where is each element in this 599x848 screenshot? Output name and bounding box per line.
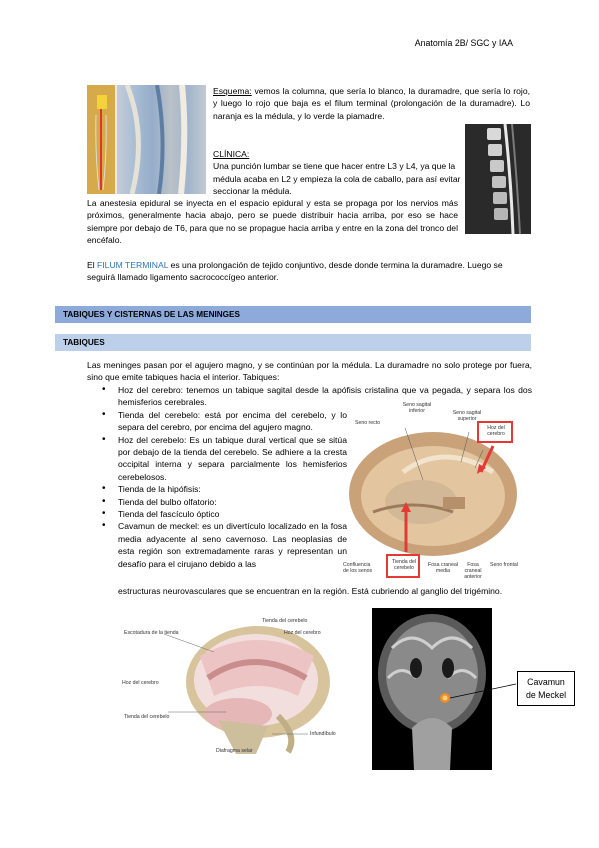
section-heading-bar: TABIQUES Y CISTERNAS DE LAS MENINGES xyxy=(55,306,531,323)
anestesia-paragraph: La anestesia epidural se inyecta en el espacio epidural y esta se propaga por los nervios más próximos, generalmente hacia abajo, pero se puede distribuir hacia arriba, por eso se hace siempre por debajo de T6, para que no se propague hacia arriba y entre en la zona del tronco del encéfalo. xyxy=(87,198,458,246)
dura-3d-illustration xyxy=(118,616,340,756)
label-hoz-left: Hoz del cerebro xyxy=(122,680,159,686)
esquema-paragraph xyxy=(213,85,530,122)
list-item xyxy=(100,409,347,434)
cavamun-callout xyxy=(517,671,575,706)
label-tienda: Tienda del cerebelo xyxy=(391,559,417,571)
bullet-tienda-fasciculo: Tienda del fascículo óptico xyxy=(118,509,220,520)
label-seno-sagital-superior: Seno sagital superior xyxy=(452,410,482,422)
label-seno-frontal: Seno frontal xyxy=(490,562,518,568)
bullet-hoz-cerebro: Hoz del cerebro: tenemos un tabique sagital desde la apófisis cristalina que va pegada, y separa los dos hemisferios cerebrales. xyxy=(118,385,532,408)
label-hoz-top: Hoz del cerebro xyxy=(284,630,321,636)
list-item xyxy=(100,508,347,520)
page-header: Anatomía 2B/ SGC y IAA xyxy=(414,38,513,48)
callout-line-1: Cavamun xyxy=(527,677,565,687)
label-fosa-anterior: Fosa craneal anterior xyxy=(464,562,482,580)
callout-line-2: de Meckel xyxy=(525,690,567,700)
esquema-label: Esquema: xyxy=(213,86,252,96)
filum-text: es una prolongación de tejido conjuntivo, desde donde termina la duramadre. Luego se seguirá llamado ligamento sacrococcígeo anterior. xyxy=(87,260,503,283)
spine-schematic-image xyxy=(87,85,206,194)
bullet-tienda-hipofisis: Tienda de la hipófisis: xyxy=(118,484,201,495)
label-tienda-top: Tienda del cerebelo xyxy=(262,618,308,624)
filum-prefix: El xyxy=(87,260,98,270)
subsection-heading-bar: TABIQUES xyxy=(55,334,531,351)
tabiques-intro: Las meninges pasan por el agujero magno, y se continúan por la médula. La duramadre no solo protege por fuera, sino que emite tabiques hacia el interior. Tabiques: xyxy=(87,360,532,383)
label-diafragma: Diafragma selar xyxy=(216,748,253,754)
label-hoz-cerebro: Hoz del cerebro xyxy=(487,425,505,437)
bullet-tienda-bulbo: Tienda del bulbo olfatorio: xyxy=(118,496,217,507)
list-item xyxy=(100,483,347,495)
list-item xyxy=(100,434,347,484)
label-tienda-left: Tienda del cerebelo xyxy=(124,714,170,720)
bullet-hoz-cerebelo: Hoz del cerebelo: Es un tabique dural vertical que se sitúa por debajo de la tienda del cerebelo. Se adhiere a la cresta occipital interna y separa parcialmente los hemisferios cerebelosos. xyxy=(118,434,347,482)
bullet-tienda-cerebelo: Tienda del cerebelo: está por encima del cerebelo, y lo separa del cerebro, por encima del agujero magno. xyxy=(118,409,347,433)
list-item xyxy=(100,520,347,570)
bullet-continuation: estructuras neurovasculares que se encuentran en la región. Está cubriendo al ganglio del trigémino. xyxy=(118,586,503,596)
label-escotadura: Escotadura de la tienda xyxy=(124,630,179,636)
label-infundibulo: Infundíbulo xyxy=(310,731,336,737)
filum-term: FILUM TERMINAL xyxy=(97,260,169,270)
label-fosa-media: Fosa craneal media xyxy=(428,562,458,574)
dura-folds-skull-figure xyxy=(343,402,520,580)
esquema-text: vemos la columna, que sería lo blanco, la duramadre, que sería lo rojo, y luego lo rojo que baja es el filum terminal (prolongación de la duramadre). Lo naranja es la médula, y lo verde la piamadre. xyxy=(213,86,530,121)
spine-mri-image xyxy=(465,124,531,234)
label-seno-recto: Seno recto xyxy=(355,420,381,426)
highlight-tienda-box xyxy=(386,554,420,578)
clinica-text: Una punción lumbar se tiene que hacer entre L3 y L4, ya que la médula acaba en L2 y empieza la cola de caballo, para así evitar seccionar la médula. xyxy=(213,161,461,197)
filum-paragraph xyxy=(87,259,532,284)
clinica-paragraph xyxy=(213,148,463,198)
callout-connector xyxy=(448,680,518,700)
highlight-hoz-cerebro-box xyxy=(477,421,513,443)
bullet-cavamun: Cavamun de meckel: es un divertículo localizado en la fosa media adyacente al seno cavernoso. Las neoplasias de esta región son extremadamente raras y representan un desafío para el cirujano debido a las xyxy=(118,521,347,569)
clinica-label: CLÍNICA: xyxy=(213,149,250,159)
label-seno-sagital-inferior: Seno sagital inferior xyxy=(402,402,432,414)
list-item xyxy=(100,496,347,508)
label-confluencia: Confluencia de los senos xyxy=(343,562,373,574)
